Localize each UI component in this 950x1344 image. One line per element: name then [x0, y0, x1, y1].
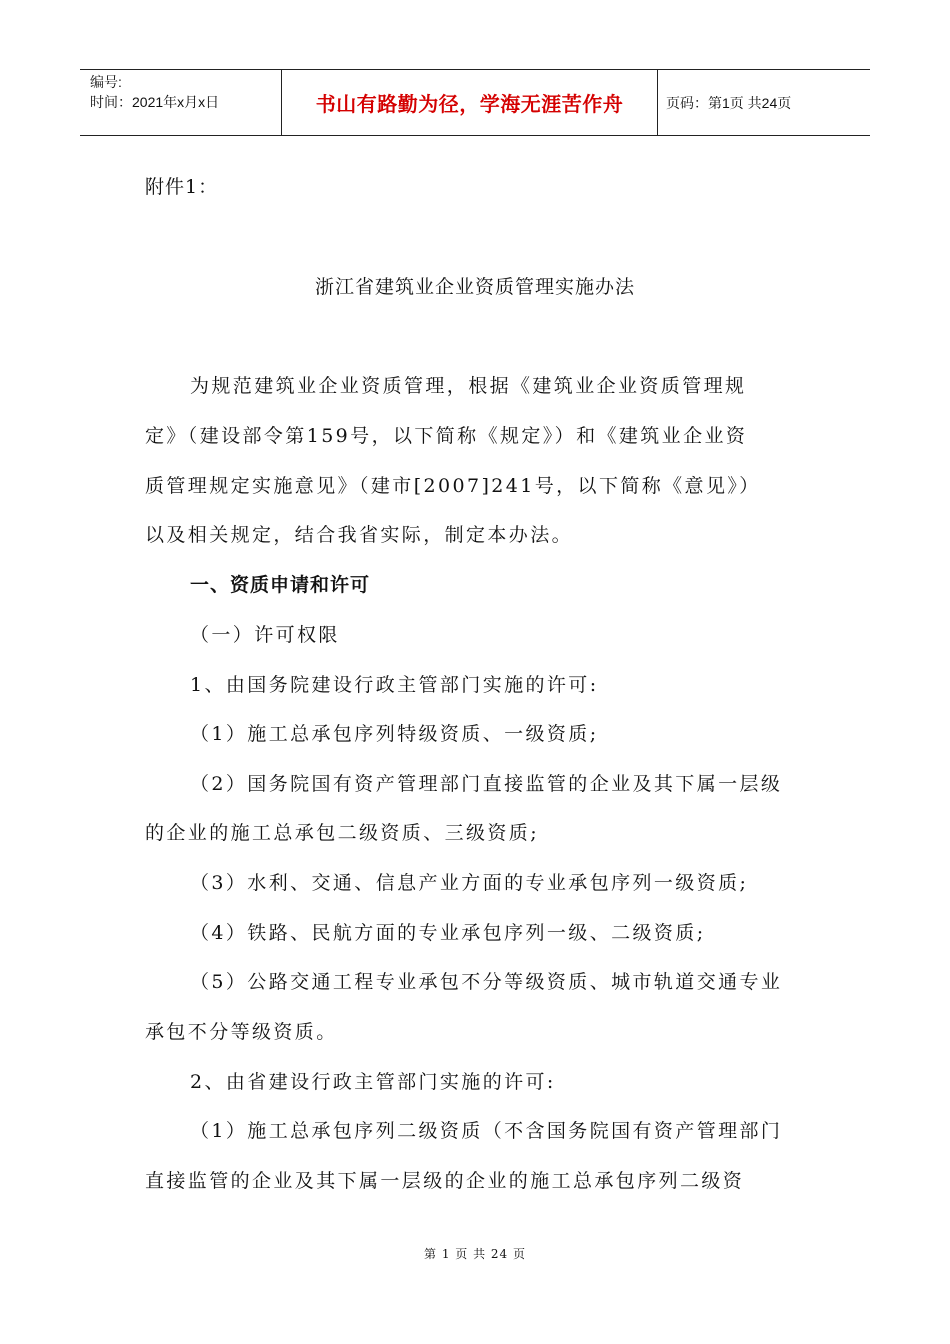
- paragraph-line: 2、由省建设行政主管部门实施的许可:: [190, 1071, 556, 1093]
- list-item-continuation: 的企业的施工总承包二级资质、三级资质;: [145, 822, 540, 844]
- list-item: （2）国务院国有资产管理部门直接监管的企业及其下属一层级: [190, 773, 783, 795]
- paragraph-line: 定》（建设部令第159号，以下简称《规定》）和《建筑业企业资: [145, 425, 748, 447]
- paragraph-line: 1、由国务院建设行政主管部门实施的许可:: [190, 674, 599, 696]
- list-item: （1）施工总承包序列特级资质、一级资质;: [190, 723, 599, 745]
- list-item: （1）施工总承包序列二级资质（不含国务院国有资产管理部门: [190, 1120, 783, 1142]
- list-item-continuation: 承包不分等级资质。: [145, 1021, 338, 1043]
- list-item-continuation: 直接监管的企业及其下属一层级的企业的施工总承包序列二级资: [145, 1170, 745, 1192]
- header-meta: [80, 70, 282, 135]
- header-motto: 书山有路勤为径，学海无涯苦作舟: [282, 70, 658, 135]
- list-item: （3）水利、交通、信息产业方面的专业承包序列一级资质;: [190, 872, 749, 894]
- paragraph-line: 以及相关规定，结合我省实际，制定本办法。: [145, 524, 574, 546]
- paragraph-line: 质管理规定实施意见》（建市[2007]241号，以下简称《意见》）: [145, 475, 761, 497]
- header-page-info: 页码：第1页 共24页: [666, 94, 792, 111]
- subsection-heading: （一）许可权限: [190, 624, 340, 646]
- date-label: 时间：2021年x月x日: [90, 94, 220, 110]
- list-item: （4）铁路、民航方面的专业承包序列一级、二级资质;: [190, 922, 706, 944]
- document-title: 浙江省建筑业企业资质管理实施办法: [314, 276, 635, 298]
- page-header: [80, 69, 870, 136]
- section-heading: 一、资质申请和许可: [190, 574, 371, 596]
- list-item: （5）公路交通工程专业承包不分等级资质、城市轨道交通专业: [190, 971, 783, 993]
- paragraph-line: 为规范建筑业企业资质管理，根据《建筑业企业资质管理规: [190, 375, 747, 397]
- attachment-label: 附件1：: [145, 176, 219, 198]
- page-footer: 第 1 页 共 24 页: [424, 1247, 526, 1261]
- number-label: 编号:: [90, 74, 122, 90]
